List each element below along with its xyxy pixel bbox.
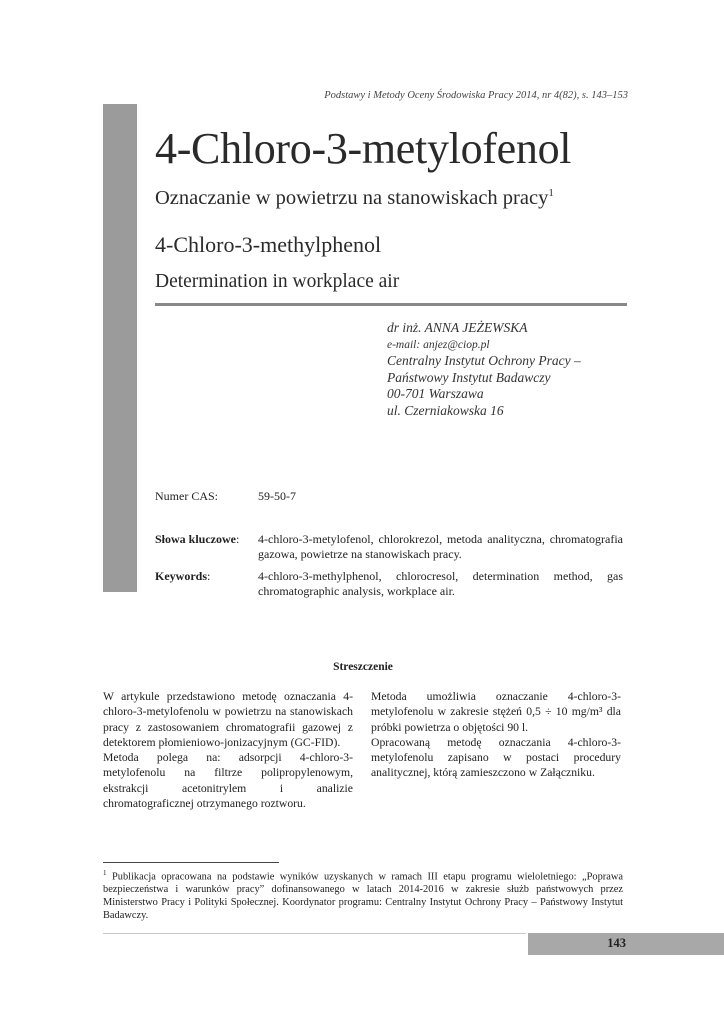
author-street: ul. Czerniakowska 16 xyxy=(387,402,504,418)
abstract-paragraph: Metoda polega na: adsorpcji 4-chloro-3-metylofenolu na filtrze polipropylenowym, ekstrakcji acetonitrylem i analizie chromatograficznej otrzymanego roztworu. xyxy=(103,751,353,811)
keywords-en-label xyxy=(155,569,210,584)
abstract-paragraph: Opracowaną metodę oznaczania 4-chloro-3-metylofenolu zapisano w postaci procedury analitycznej, którą zamieszczono w Załączniku. xyxy=(371,735,621,780)
journal-reference: Podstawy i Metody Oceny Środowiska Pracy 2014, nr 4(82), s. 143–153 xyxy=(324,90,628,101)
keywords-pl-label-bold: Słowa kluczowe xyxy=(155,532,236,546)
keywords-pl-value: 4-chloro-3-metylofenol, chlorokrezol, metoda analityczna, chromatografia gazowa, powietrze na stanowiskach pracy. xyxy=(258,532,623,561)
keywords-pl-label xyxy=(155,532,239,547)
abstract-paragraph: Metoda umożliwia oznaczanie 4-chloro-3-metylofenolu w zakresie stężeń 0,5 ÷ 10 mg/m³ dla próbki powietrza o objętości 90 l. xyxy=(371,690,621,734)
footnote-number: 1 xyxy=(103,869,107,877)
subtitle-polish xyxy=(155,187,554,210)
title-english: 4-Chloro-3-methylphenol xyxy=(155,232,382,257)
subtitle-english: Determination in workplace air xyxy=(155,271,400,292)
decorative-side-bar xyxy=(103,104,137,592)
cas-value: 59-50-7 xyxy=(258,489,296,503)
bottom-divider xyxy=(103,933,526,934)
footnote-divider xyxy=(103,862,279,863)
subtitle-polish-text: Oznaczanie w powietrzu na stanowiskach pracy xyxy=(155,187,549,209)
footnote-marker: 1 xyxy=(548,187,554,200)
abstract-column-right xyxy=(371,689,621,781)
page-title: 4-Chloro-3-metylofenol xyxy=(155,124,572,173)
keywords-pl-label-colon: : xyxy=(236,532,240,546)
keywords-en-value: 4-chloro-3-methylphenol, chlorocresol, determination method, gas chromatographic analysis, workplace air. xyxy=(258,569,623,598)
keywords-en-label-colon: : xyxy=(207,569,211,583)
author-name: dr inż. ANNA JEŻEWSKA xyxy=(387,320,528,335)
keywords-en-label-bold: Keywords xyxy=(155,569,207,583)
page-number: 143 xyxy=(607,936,626,950)
author-block xyxy=(387,320,581,419)
footnote-text: Publikacja opracowana na podstawie wyników uzyskanych w ramach III etapu programu wieloletniego: „Poprawa bezpieczeństwa i warunków pracy” dofinansowanego w latach 2014-2016 w zakresie służb państwowych przez Ministerstwo Pracy i Polityki Społecznej. Koordynator programu: Centralny Instytut Ochrony Pracy – Państwowy Instytut Badawczy. xyxy=(103,871,623,922)
cas-label: Numer CAS: xyxy=(155,489,218,503)
abstract-heading: Streszczenie xyxy=(333,661,393,673)
author-city: 00-701 Warszawa xyxy=(387,386,484,401)
title-divider xyxy=(155,303,627,306)
abstract-column-left xyxy=(103,689,353,811)
author-institution-line-2: Państwowy Instytut Badawczy xyxy=(387,369,551,385)
abstract-paragraph: W artykule przedstawiono metodę oznaczania 4-chloro-3-metylofenolu w powietrzu na stanowiskach pracy z zastosowaniem chromatografii gazowej z detektorem płomieniowo-jonizacyjnym (GC-FID). xyxy=(103,690,353,749)
author-institution-line-1: Centralny Instytut Ochrony Pracy – xyxy=(387,353,581,368)
author-email: e-mail: anjez@ciop.pl xyxy=(387,338,490,351)
footnote xyxy=(103,867,623,922)
